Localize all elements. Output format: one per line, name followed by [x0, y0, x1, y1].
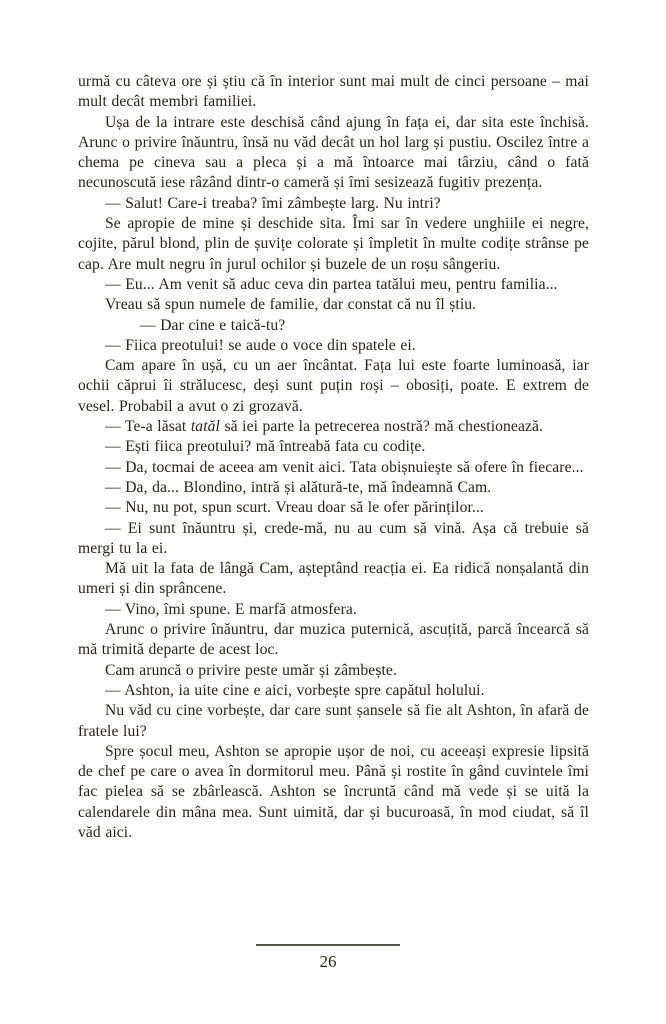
page-number: 26	[319, 952, 337, 971]
paragraph	[78, 336, 589, 356]
paragraph	[78, 295, 589, 315]
text-segment: — Da, da... Blondino, intră și alătură-te, mă îndeamnă Cam.	[105, 478, 492, 496]
text-segment: Ușa de la intrare este deschisă când ajung în fața ei, dar sita este închisă. Arunc o privire înăuntru, însă nu văd decât un hol larg și pustiu. Oscilez între a chema pe cineva sau a pleca și a mă întoarce mai târziu, când o fată necunoscută iese râzând dintr-o cameră și îmi sesizează fugitiv prezența.	[78, 113, 589, 192]
paragraph	[78, 559, 589, 600]
text-segment: urmă cu câteva ore și știu că în interior sunt mai mult de cinci persoane – mai mult decât membri familiei.	[78, 73, 589, 111]
text-segment: — Dar cine e taică-tu?	[140, 316, 286, 334]
paragraph	[78, 113, 589, 194]
paragraph	[78, 661, 589, 681]
paragraph	[78, 701, 589, 742]
text-segment: — Salut! Care-i treaba? îmi zâmbește larg. Nu intri?	[105, 194, 441, 212]
text-segment: — Ei sunt înăuntru și, crede-mă, nu au cum să vină. Așa că trebuie să mergi tu la ei.	[78, 519, 589, 557]
paragraph	[78, 519, 589, 560]
text-segment: Cam aruncă o privire peste umăr și zâmbește.	[105, 661, 397, 679]
text-segment: — Vino, îmi spune. E marfă atmosfera.	[105, 600, 357, 618]
text-segment: — Fiica preotului! se aude o voce din spatele ei.	[105, 336, 416, 354]
footer-rule	[256, 944, 400, 946]
paragraph	[78, 275, 589, 295]
paragraph	[78, 742, 589, 843]
text-segment: Spre șocul meu, Ashton se apropie ușor de noi, cu aceeași expresie lipsită de chef pe care o avea în dormitorul meu. Până și rostite în gând cuvintele îmi fac pielea să se zbârlească. Ashton se încruntă când mă vede și se uită la calendarele din mâna mea. Sunt uimită, dar și bucuroasă, în mod ciudat, să îl văd aici.	[78, 742, 589, 841]
paragraph	[78, 620, 589, 661]
text-segment: Se apropie de mine și deschide sita. Îmi sar în vedere unghiile ei negre, cojite, părul blond, plin de șuvițe colorate și împletit în multe codițe strânse pe cap. Are mult negru în jurul ochilor și buzele de un roșu sângeriu.	[78, 215, 589, 273]
text-segment: — Da, tocmai de aceea am venit aici. Tata obișnuiește să ofere în fiecare...	[105, 458, 584, 476]
paragraph	[78, 214, 589, 275]
paragraph	[78, 356, 589, 417]
text-segment: — Ești fiica preotului? mă întreabă fata cu codițe.	[105, 438, 426, 456]
text-segment: Mă uit la fata de lângă Cam, așteptând reacția ei. Ea ridică nonșalantă din umeri și din sprâncene.	[78, 560, 589, 598]
text-segment: să iei parte la petrecerea nostră? mă chestionează.	[219, 418, 544, 436]
text-segment: Cam apare în ușă, cu un aer încântat. Fața lui este foarte luminoasă, iar ochii căprui îi strălucesc, deși sunt puțin roși – obosiți, poate. E extrem de vesel. Probabil a avut o zi grozavă.	[78, 357, 589, 415]
paragraph	[78, 600, 589, 620]
text-segment: — Te-a lăsat	[105, 418, 191, 436]
text-block	[78, 72, 589, 843]
paragraph	[78, 437, 589, 457]
paragraph	[78, 316, 589, 336]
text-segment: — Ashton, ia uite cine e aici, vorbește spre capătul holului.	[105, 681, 485, 699]
paragraph	[78, 72, 589, 113]
page-footer	[0, 944, 656, 972]
italic-text: tatăl	[190, 418, 220, 436]
text-segment: Vreau să spun numele de familie, dar constat că nu îl știu.	[105, 296, 477, 314]
paragraph	[78, 478, 589, 498]
text-segment: — Eu... Am venit să aduc ceva din partea tatălui meu, pentru familia...	[105, 275, 558, 293]
text-segment: — Nu, nu pot, spun scurt. Vreau doar să le ofer părinților...	[105, 499, 484, 517]
paragraph	[78, 417, 589, 437]
paragraph	[78, 458, 589, 478]
paragraph	[78, 498, 589, 518]
paragraph	[78, 681, 589, 701]
text-segment: Arunc o privire înăuntru, dar muzica puternică, ascuțită, parcă încearcă să mă trimită departe de acest loc.	[78, 621, 589, 659]
paragraph	[78, 194, 589, 214]
text-segment: Nu văd cu cine vorbește, dar care sunt șansele să fie alt Ashton, în afară de fratele lui?	[78, 702, 589, 740]
